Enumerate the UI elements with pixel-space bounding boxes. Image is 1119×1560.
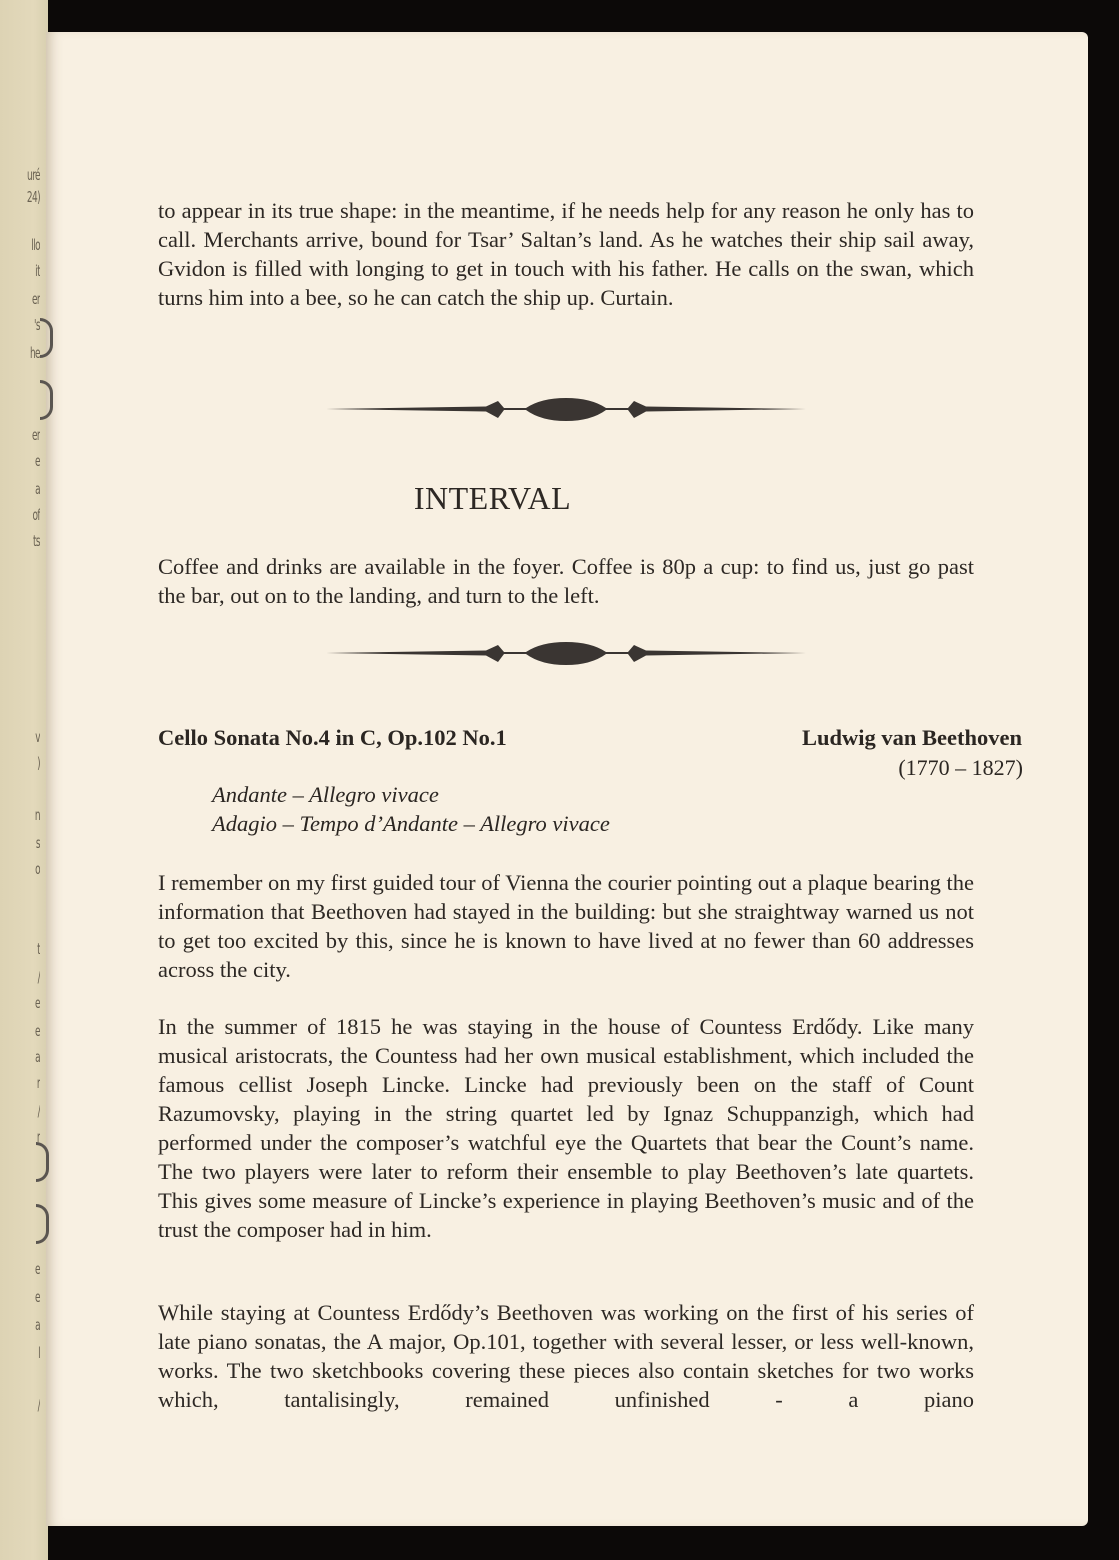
prev-page-fragment: v: [35, 728, 40, 746]
prev-page-fragment: l: [38, 1344, 40, 1362]
prev-page-fragment: uré: [27, 166, 40, 184]
prev-page-fragment: o: [35, 860, 40, 878]
movement-item: Andante – Allegro vivace: [212, 782, 439, 807]
prev-page-fragment: llo: [31, 236, 40, 254]
synopsis-paragraph: to appear in its true shape: in the meantime, if he needs help for any reason he only has to call. Merchants arrive, bound for Tsar’ Saltan’s land. As he watches their ship sail away, Gvidon is filled with longing to get in touch with his father. He calls on the swan, which turns him into a bee, so he can catch the ship up. Curtain.: [158, 198, 974, 310]
ornamental-divider: [326, 638, 806, 668]
previous-page-edge: [0, 0, 48, 1560]
prev-page-fragment: r: [36, 1074, 40, 1092]
prev-page-fragment: ts: [32, 532, 40, 550]
prev-page-fragment: a: [35, 480, 40, 498]
composer-name: Ludwig van Beethoven: [801, 725, 1022, 750]
notes-paragraph: I remember on my first guided tour of Vienna the courier pointing out a plaque bearing the information that Beethoven had stayed in the building: but she straightway warned us not to get too excited by this, since he is known to have lived at no fewer than 60 addresses across the city.: [158, 870, 974, 982]
prev-page-fragment: 24): [26, 188, 40, 206]
prev-page-fragment: of: [32, 506, 40, 524]
prev-page-fragment: t: [37, 940, 40, 958]
notes-paragraph: In the summer of 1815 he was staying in the house of Countess Erdődy. Like many musical aristocrats, the Countess had her own musical establishment, which included the famous cellist Joseph Lincke. Lincke had previously been on the staff of Count Razumovsky, playing in the string quartet led by Ignaz Schuppanzigh, which had performed under the composer’s watchful eye the Quartets that bear the Count’s name. The two players were later to reform their ensemble to play Beethoven’s late quartets. This gives some measure of Lincke’s experience in playing Beethoven’s music and of the trust the composer had in him.: [158, 1014, 974, 1242]
prev-page-fragment: n: [34, 806, 40, 824]
interval-heading: INTERVAL: [413, 480, 572, 516]
interval-paragraph: Coffee and drinks are available in the foyer. Coffee is 80p a cup: to find us, just go past the bar, out on to the landing, and turn to the left.: [158, 554, 974, 608]
prev-page-fragment: e: [35, 994, 40, 1012]
prev-page-fragment: a: [35, 1048, 40, 1066]
prev-page-fragment: s: [35, 834, 40, 852]
prev-page-fragment: e: [35, 1288, 40, 1306]
prev-page-fragment: ): [37, 754, 40, 772]
prev-page-fragment: a: [35, 1316, 40, 1334]
prev-page-fragment: er: [31, 290, 40, 308]
prev-page-fragment: r: [36, 1128, 40, 1146]
prev-page-fragment: e: [35, 452, 40, 470]
prev-page-fragment: 's: [34, 316, 40, 334]
prev-page-fragment: it: [35, 262, 40, 280]
prev-page-fragment: /: [37, 1396, 40, 1414]
prev-page-fragment: he: [29, 344, 40, 362]
ornamental-divider: [326, 394, 806, 424]
prev-page-fragment: /: [37, 1102, 40, 1120]
prev-page-fragment: er: [31, 426, 40, 444]
prev-page-fragment: /: [37, 968, 40, 986]
piece-title: Cello Sonata No.4 in C, Op.102 No.1: [158, 725, 507, 750]
movement-item: Adagio – Tempo d’Andante – Allegro vivace: [212, 811, 610, 836]
notes-paragraph: While staying at Countess Erdődy’s Beethoven was working on the first of his series of late piano sonatas, the A major, Op.101, together with several lesser, or less well-known, works. The two sketchbooks covering these pieces also contain sketches for two works which, tantalisingly, remained unfinished - a piano: [158, 1300, 974, 1412]
composer-dates: (1770 – 1827): [898, 755, 1023, 780]
prev-page-fragment: e: [35, 1260, 40, 1278]
prev-page-fragment: e: [35, 1022, 40, 1040]
